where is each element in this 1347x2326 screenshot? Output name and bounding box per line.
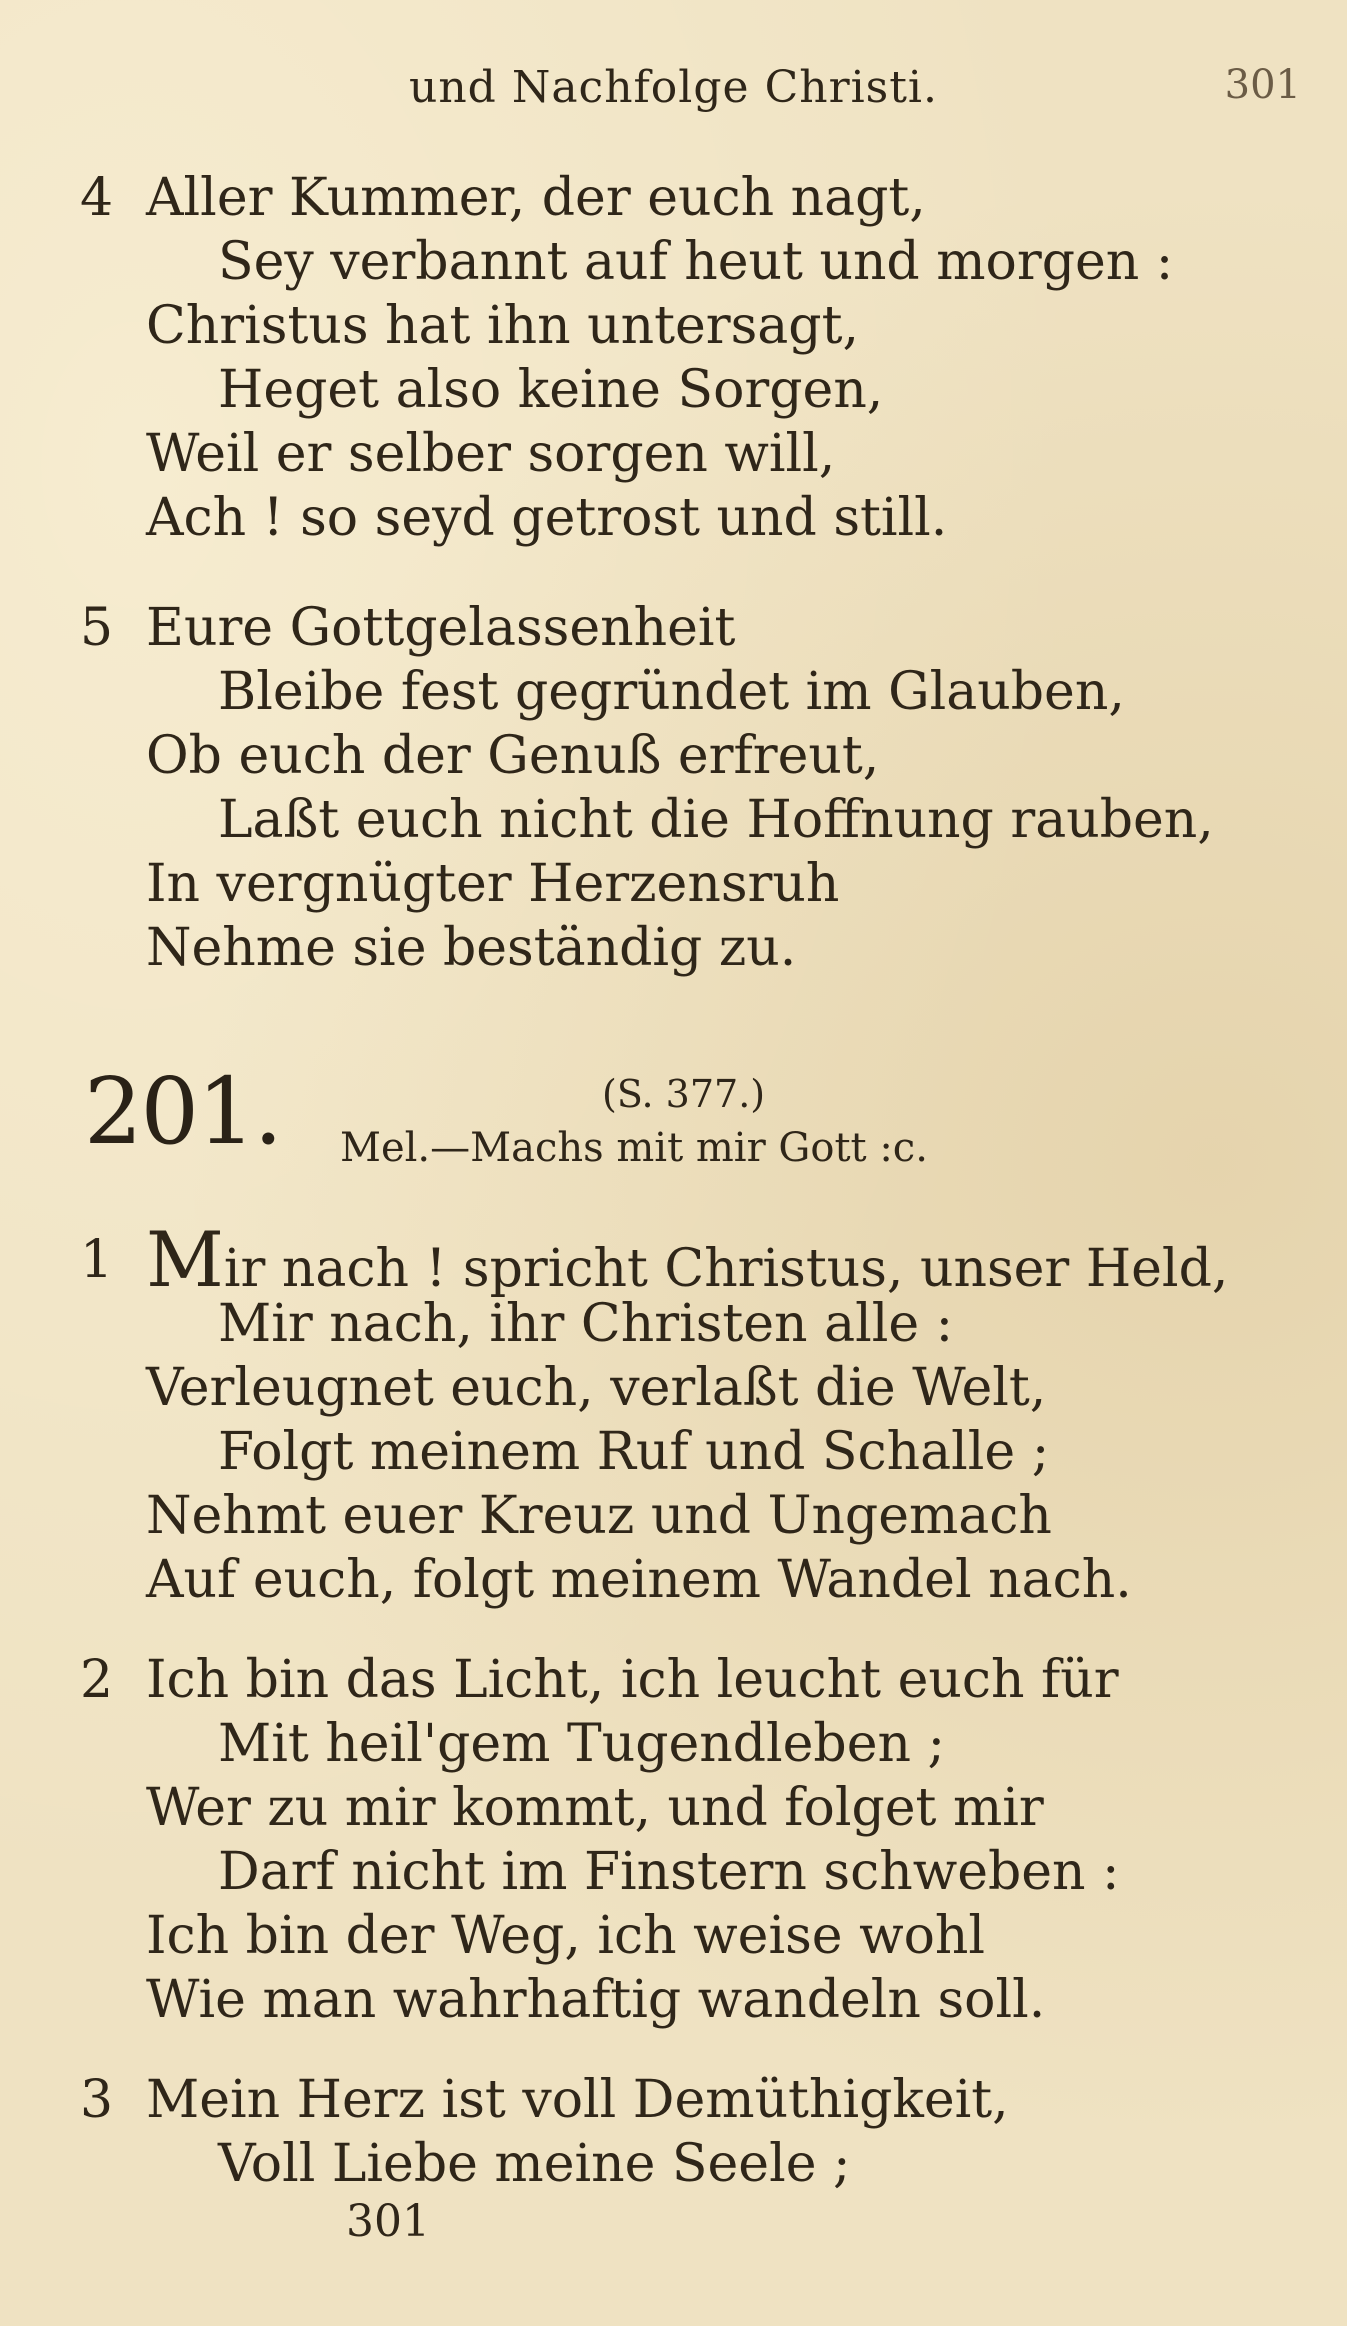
verse-line: Auf euch, folgt meinem Wandel nach. [146,1550,1132,1610]
verse-line: Wie man wahrhaftig wandeln soll. [146,1970,1046,2030]
page-number-bottom: 301 [346,2196,430,2247]
verse-number: 4 [80,168,114,228]
verse-number: 3 [80,2070,114,2130]
verse-line: Weil er selber sorgen will, [146,424,836,484]
verse-line: Ich bin der Weg, ich weise wohl [146,1906,986,1966]
verse-line: Wer zu mir kommt, und folget mir [146,1778,1044,1838]
verse-line: Aller Kummer, der euch nagt, [146,168,926,228]
verse-line: Ach ! so seyd getrost und still. [146,488,948,548]
hymn-number: 201. [84,1058,281,1165]
verse-number: 1 [80,1230,114,1290]
verse-line: Ich bin das Licht, ich leucht euch für [146,1650,1119,1710]
verse-first-line-rest: ir nach ! spricht Christus, unser Held, [223,1239,1229,1299]
verse-line: Ob euch der Genuß erfreut, [146,726,880,786]
verse-line: Sey verbannt auf heut und morgen : [218,232,1174,292]
verse-first-line [146,1215,1229,1304]
drop-initial: M [146,1215,224,1304]
page-number-top: 301 [1224,62,1301,108]
verse-line: Heget also keine Sorgen, [218,360,884,420]
verse-line: Darf nicht im Finstern schweben : [218,1842,1120,1902]
running-head: und Nachfolge Christi. [408,62,938,113]
verse-line: In vergnügter Herzensruh [146,854,840,914]
verse-line: Bleibe fest gegründet im Glauben, [218,662,1125,722]
verse-line: Eure Gottgelassenheit [146,598,736,658]
verse-line: Mir nach, ihr Christen alle : [218,1294,954,1354]
verse-line: Folgt meinem Ruf und Schalle ; [218,1422,1050,1482]
verse-line: Voll Liebe meine Seele ; [218,2134,851,2194]
verse-line: Christus hat ihn untersagt, [146,296,860,356]
hymn-reference: (S. 377.) [602,1072,766,1116]
verse-number: 5 [80,598,114,658]
verse-line: Verleugnet euch, verlaßt die Welt, [146,1358,1047,1418]
verse-line: Mit heil'gem Tugendleben ; [218,1714,946,1774]
verse-line: Nehmt euer Kreuz und Ungemach [146,1486,1052,1546]
verse-line: Nehme sie beständig zu. [146,918,797,978]
verse-number: 2 [80,1650,114,1710]
hymn-melody: Mel.—Machs mit mir Gott :c. [340,1125,928,1171]
verse-line: Mein Herz ist voll Demüthigkeit, [146,2070,1009,2130]
verse-line: Laßt euch nicht die Hoffnung rauben, [218,790,1214,850]
